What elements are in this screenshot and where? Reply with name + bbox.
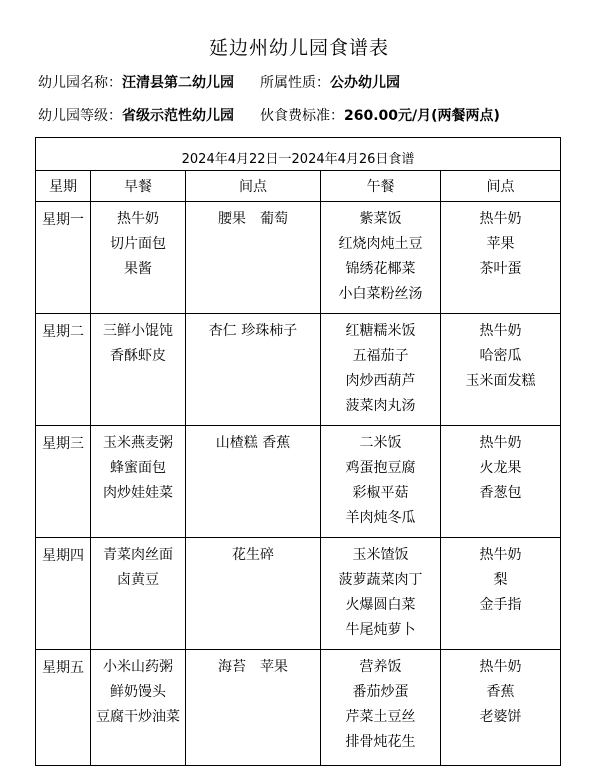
menu-item: 小白菜粉丝汤 [338, 286, 423, 302]
snack-1-cell [186, 650, 321, 766]
lunch-cell [321, 202, 441, 314]
menu-item: 番茄炒蛋 [352, 684, 409, 700]
menu-item: 鸡蛋抱豆腐 [345, 460, 416, 476]
menu-items [186, 650, 320, 680]
snack-2-cell [441, 538, 561, 650]
menu-table-body [36, 138, 561, 766]
snack-1-cell [186, 538, 321, 650]
menu-items [321, 202, 440, 307]
menu-item: 火龙果 [479, 460, 522, 476]
menu-item: 玉米面发糕 [465, 373, 536, 389]
menu-items [441, 426, 560, 506]
snack-2-cell [441, 650, 561, 766]
day-cell: 星期三 [36, 426, 91, 538]
info-row-grade [38, 105, 500, 125]
menu-item: 山楂糕 香蕉 [215, 435, 291, 451]
menu-item: 热牛奶 [479, 547, 522, 563]
day-cell: 星期五 [36, 650, 91, 766]
snack-2-cell [441, 202, 561, 314]
breakfast-cell [91, 426, 186, 538]
menu-items [321, 650, 440, 755]
kindergarten-name-label: 幼儿园名称： [38, 75, 122, 91]
menu-item: 梨 [493, 572, 508, 588]
menu-item: 鲜奶馒头 [110, 684, 166, 700]
menu-item: 海苔 苹果 [218, 659, 288, 675]
menu-item: 杏仁 珍珠柿子 [208, 323, 298, 339]
snack-1-cell [186, 426, 321, 538]
menu-items [321, 538, 440, 643]
lunch-cell [321, 426, 441, 538]
menu-item: 排骨炖花生 [345, 734, 416, 750]
date-range-cell [36, 138, 561, 171]
header-snack-2: 间点 [441, 171, 561, 202]
breakfast-cell [91, 314, 186, 426]
menu-items [321, 314, 440, 419]
menu-item: 果酱 [124, 261, 152, 277]
menu-item: 金手指 [479, 597, 522, 613]
nature-group [260, 72, 400, 92]
info-row-name [38, 72, 400, 92]
menu-item: 芹菜土豆丝 [345, 709, 416, 725]
snack-2-cell [441, 314, 561, 426]
menu-item: 腰果 葡萄 [218, 211, 288, 227]
lunch-cell [321, 314, 441, 426]
menu-item: 红烧肉炖土豆 [338, 236, 423, 252]
menu-item: 青菜肉丝面 [103, 547, 173, 563]
menu-items [186, 426, 320, 456]
lunch-cell [321, 650, 441, 766]
menu-item: 肉炒西葫芦 [345, 373, 416, 389]
menu-item: 玉米燕麦粥 [103, 435, 173, 451]
menu-item: 二米饭 [359, 435, 402, 451]
menu-item: 苹果 [486, 236, 515, 252]
nature-label: 所属性质： [260, 75, 330, 91]
menu-items [91, 426, 185, 506]
menu-item: 老婆饼 [479, 709, 522, 725]
menu-item: 彩椒平菇 [352, 485, 409, 501]
menu-item: 羊肉炖冬瓜 [345, 510, 416, 526]
breakfast-cell [91, 202, 186, 314]
menu-item: 切片面包 [110, 236, 166, 252]
day-row [36, 538, 561, 650]
menu-item: 卤黄豆 [117, 572, 159, 588]
day-cell: 星期二 [36, 314, 91, 426]
menu-item: 菠菜肉丸汤 [345, 398, 416, 414]
fee-group [260, 105, 500, 125]
menu-items [186, 314, 320, 344]
menu-items [321, 426, 440, 531]
menu-item: 五福茄子 [352, 348, 409, 364]
menu-item: 哈密瓜 [479, 348, 522, 364]
menu-item: 花生碎 [232, 547, 274, 563]
menu-item: 热牛奶 [117, 211, 159, 227]
menu-item: 菠萝蔬菜肉丁 [338, 572, 423, 588]
day-cell: 星期一 [36, 202, 91, 314]
date-range-row [36, 138, 561, 171]
kindergarten-name-value: 汪清县第二幼儿园 [122, 75, 234, 91]
header-snack-1: 间点 [186, 171, 321, 202]
menu-items [441, 538, 560, 618]
menu-items [91, 650, 185, 730]
nature-value: 公办幼儿园 [330, 75, 400, 91]
snack-2-cell [441, 426, 561, 538]
menu-item: 热牛奶 [479, 323, 522, 339]
menu-items [441, 650, 560, 730]
fee-value: 260.00元/月(两餐两点) [344, 108, 500, 124]
menu-item: 小米山药粥 [103, 659, 173, 675]
menu-table [35, 137, 561, 766]
day-cell: 星期四 [36, 538, 91, 650]
menu-item: 三鲜小馄饨 [103, 323, 173, 339]
menu-item: 火爆圆白菜 [345, 597, 416, 613]
menu-item: 蜂蜜面包 [110, 460, 166, 476]
header-lunch: 午餐 [321, 171, 441, 202]
day-row [36, 202, 561, 314]
date-range-label: 2024年4月22日一2024年4月26日食谱 [181, 151, 415, 167]
menu-item: 豆腐干炒油菜 [96, 709, 180, 725]
menu-items [186, 202, 320, 232]
page-title: 延边州幼儿园食谱表 [208, 37, 389, 59]
day-row [36, 314, 561, 426]
menu-items [441, 202, 560, 282]
menu-items [91, 202, 185, 282]
day-row [36, 650, 561, 766]
menu-item: 锦绣花椰菜 [345, 261, 416, 277]
menu-items [91, 538, 185, 593]
menu-item: 营养饭 [359, 659, 402, 675]
snack-1-cell [186, 314, 321, 426]
lunch-cell [321, 538, 441, 650]
header-row [36, 171, 561, 202]
menu-item: 紫菜饭 [359, 211, 402, 227]
grade-label: 幼儿园等级： [38, 108, 122, 124]
menu-item: 肉炒娃娃菜 [103, 485, 173, 501]
menu-item: 热牛奶 [479, 435, 522, 451]
menu-items [441, 314, 560, 394]
grade-value: 省级示范性幼儿园 [122, 108, 234, 124]
menu-item: 香酥虾皮 [110, 348, 166, 364]
header-day: 星期 [36, 171, 91, 202]
menu-item: 红糖糯米饭 [345, 323, 416, 339]
breakfast-cell [91, 538, 186, 650]
menu-item: 热牛奶 [479, 659, 522, 675]
day-row [36, 426, 561, 538]
fee-label: 伙食费标准： [260, 108, 344, 124]
menu-items [186, 538, 320, 568]
menu-item: 牛尾炖萝卜 [345, 622, 416, 638]
snack-1-cell [186, 202, 321, 314]
breakfast-cell [91, 650, 186, 766]
menu-item: 茶叶蛋 [479, 261, 522, 277]
header-breakfast: 早餐 [91, 171, 186, 202]
menu-item: 热牛奶 [479, 211, 522, 227]
menu-item: 香蕉 [486, 684, 515, 700]
menu-item: 玉米馇饭 [352, 547, 409, 563]
menu-item: 香葱包 [479, 485, 522, 501]
menu-items [91, 314, 185, 369]
